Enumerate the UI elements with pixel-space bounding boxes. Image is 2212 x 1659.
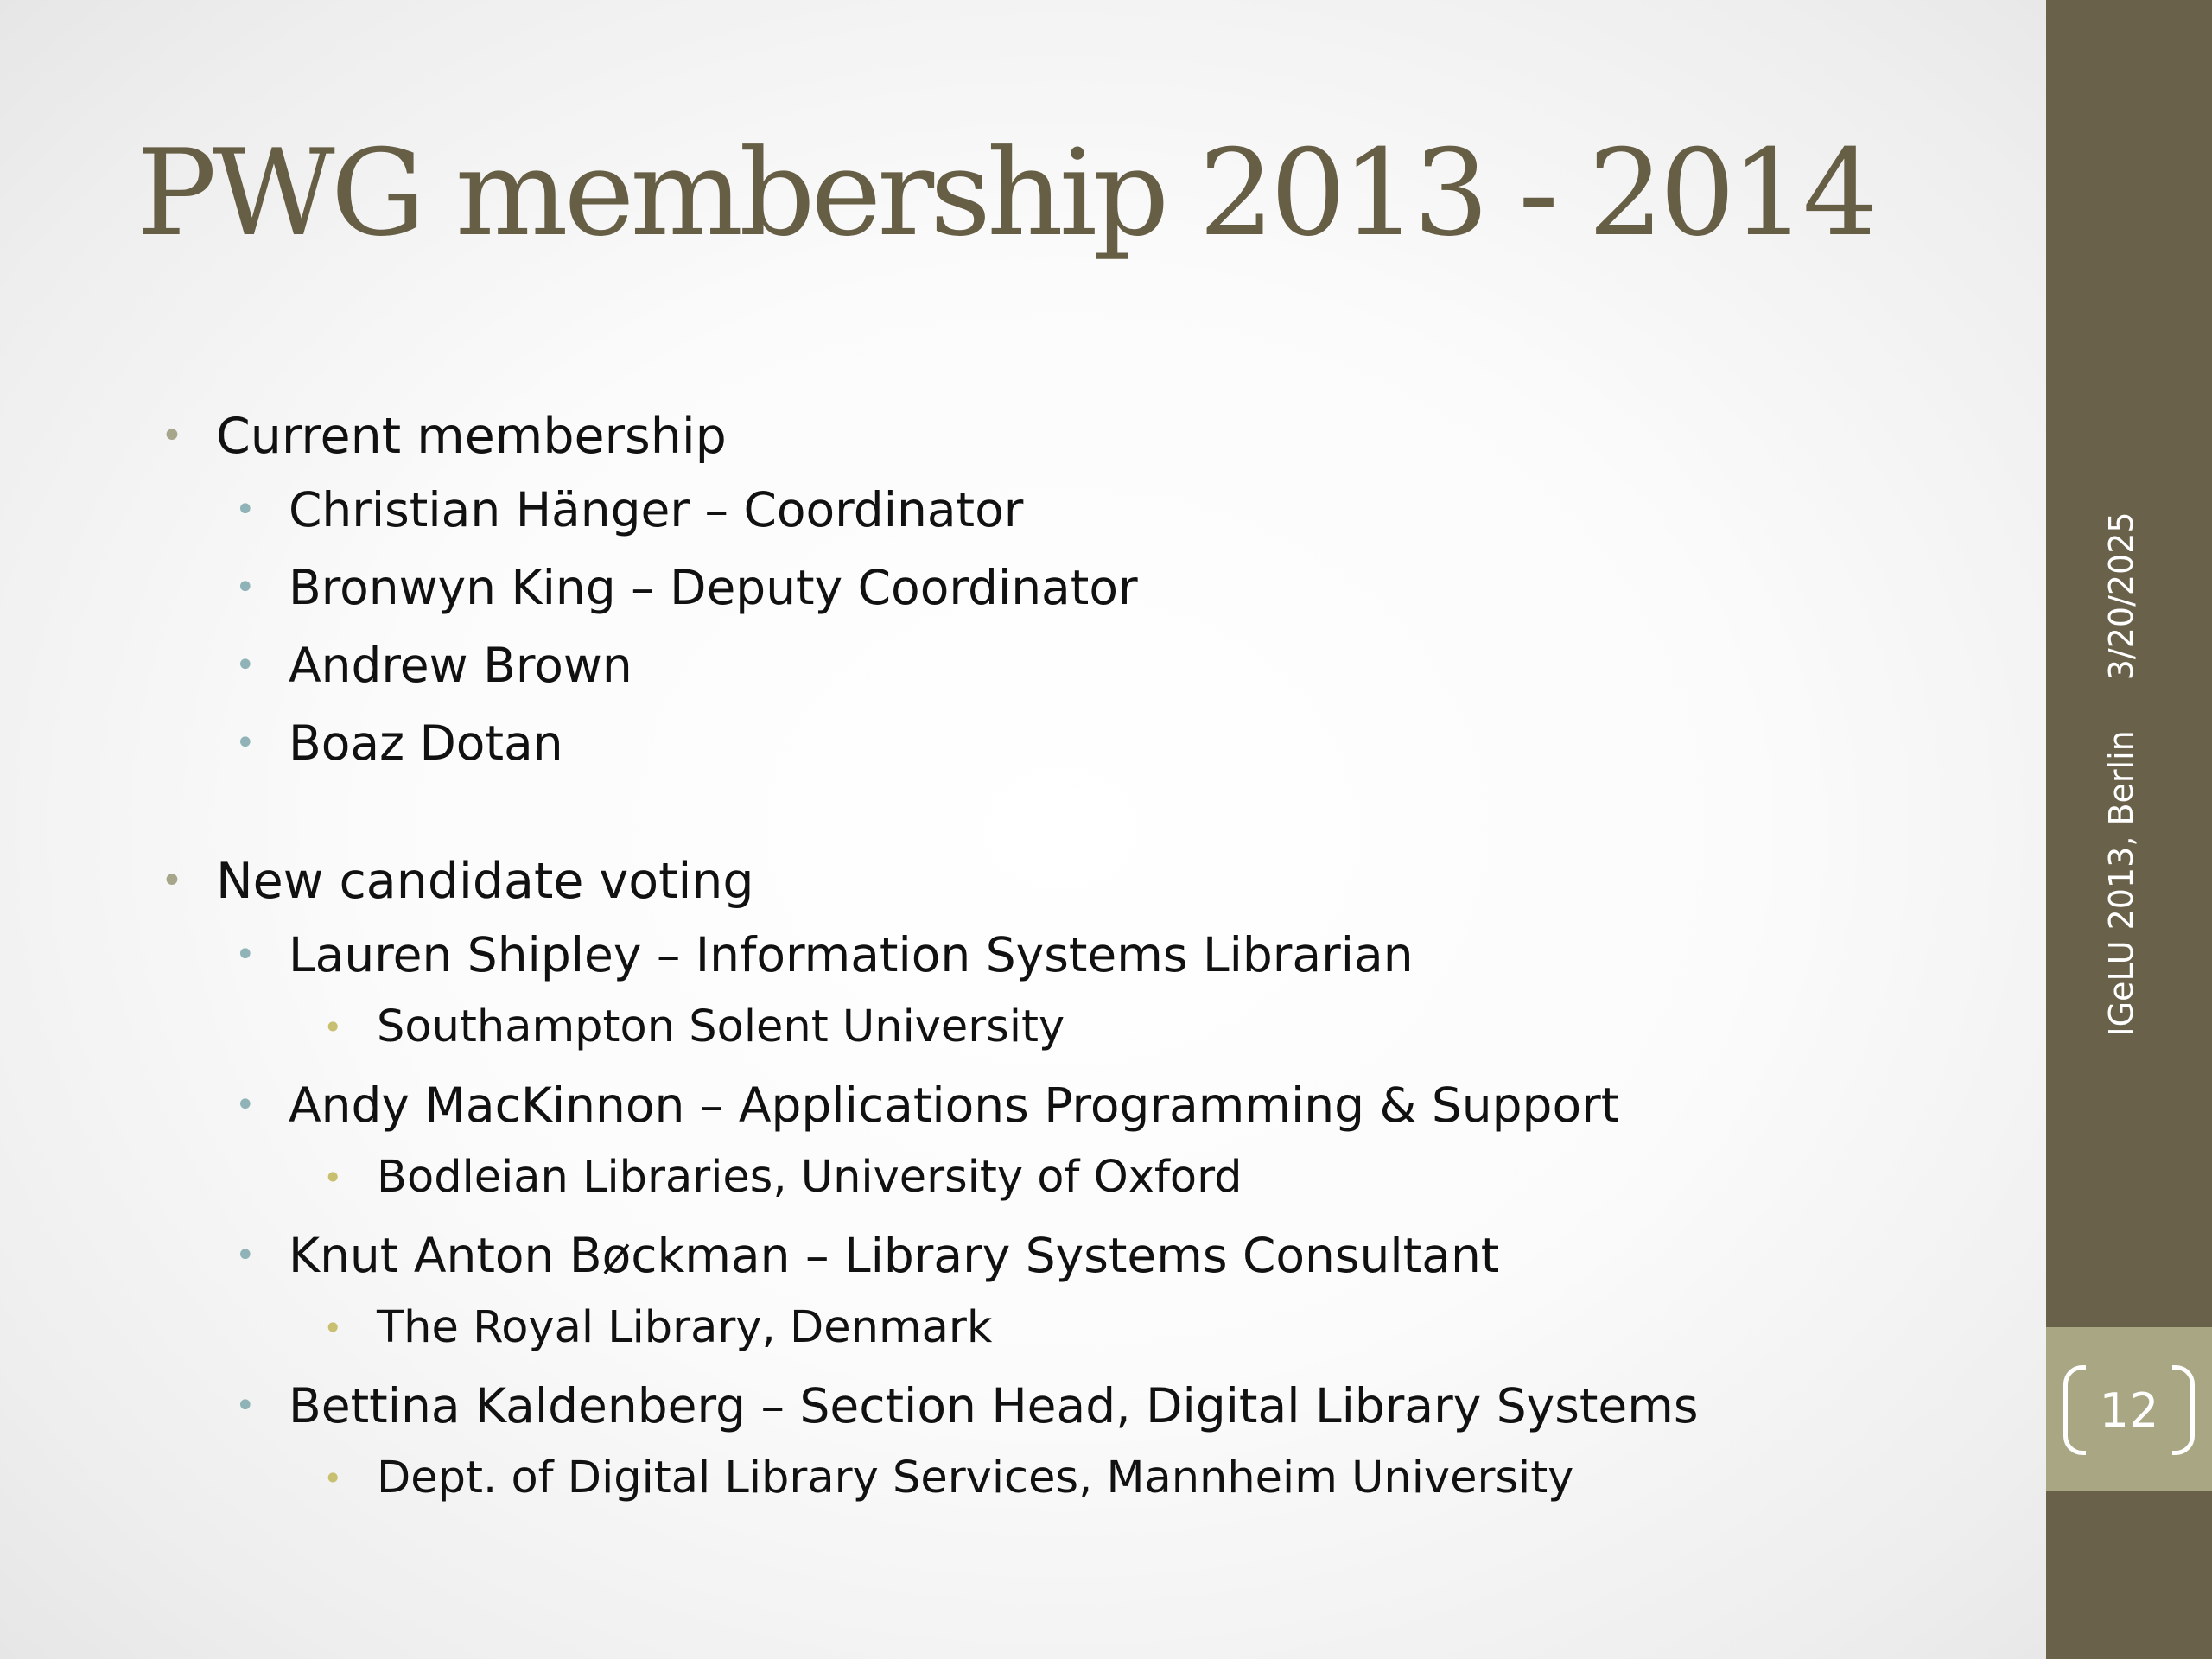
candidate-org-text: Southampton Solent University (377, 1001, 1065, 1052)
bullet-icon: • (323, 1159, 343, 1197)
slide-title: PWG membership 2013 - 2014 (137, 124, 1874, 263)
candidate-org-text: The Royal Library, Denmark (377, 1302, 993, 1353)
member-item (161, 549, 1958, 626)
candidate-item (161, 1066, 1958, 1144)
member-name: Bronwyn King – Deputy Coordinator (289, 560, 1138, 615)
bullet-icon: • (235, 1236, 256, 1275)
member-item (161, 471, 1958, 549)
member-item (161, 704, 1958, 782)
bullet-icon: • (235, 645, 256, 685)
footer-vertical-text (2102, 512, 2140, 1036)
section-heading-new-candidate-voting (161, 847, 1958, 916)
candidate-org (161, 994, 1958, 1061)
right-brace-icon (2172, 1365, 2195, 1455)
left-brace-icon (2063, 1365, 2086, 1455)
bullet-icon: • (235, 1386, 256, 1426)
bullet-icon: • (235, 568, 256, 607)
bullet-icon: • (161, 414, 183, 458)
candidate-item (161, 1217, 1958, 1294)
bullet-icon: • (235, 1085, 256, 1125)
bullet-icon: • (235, 723, 256, 763)
member-name: Andrew Brown (289, 638, 632, 693)
bullet-icon: • (161, 859, 183, 903)
slide-content (161, 393, 1958, 1517)
candidate-name: Knut Anton Bøckman – Library Systems Consultant (289, 1228, 1500, 1283)
footer-date: 3/20/2025 (2102, 512, 2140, 681)
section-spacer (161, 782, 1958, 838)
section-heading-text: New candidate voting (216, 853, 754, 910)
section-heading-current-membership (161, 402, 1958, 471)
candidate-org-text: Dept. of Digital Library Services, Mannheim University (377, 1452, 1574, 1503)
member-name: Boaz Dotan (289, 715, 563, 771)
section-heading-text: Current membership (216, 408, 727, 465)
bullet-icon: • (323, 1008, 343, 1046)
footer-event: IGeLU 2013, Berlin (2102, 730, 2140, 1037)
candidate-org (161, 1445, 1958, 1512)
candidate-org (161, 1144, 1958, 1211)
bullet-icon: • (235, 490, 256, 530)
candidate-org-text: Bodleian Libraries, University of Oxford (377, 1152, 1243, 1203)
bullet-icon: • (323, 1459, 343, 1497)
candidate-name: Andy MacKinnon – Applications Programming & Support (289, 1077, 1620, 1133)
bullet-icon: • (235, 935, 256, 975)
candidate-item (161, 916, 1958, 994)
candidate-name: Lauren Shipley – Information Systems Librarian (289, 927, 1414, 982)
slide-number: 12 (2099, 1382, 2159, 1438)
candidate-org (161, 1294, 1958, 1362)
member-item (161, 626, 1958, 704)
candidate-item (161, 1367, 1958, 1445)
bullet-icon: • (323, 1309, 343, 1347)
candidate-name: Bettina Kaldenberg – Section Head, Digital Library Systems (289, 1378, 1699, 1433)
member-name: Christian Hänger – Coordinator (289, 482, 1024, 537)
slide-number-badge (2063, 1363, 2195, 1457)
